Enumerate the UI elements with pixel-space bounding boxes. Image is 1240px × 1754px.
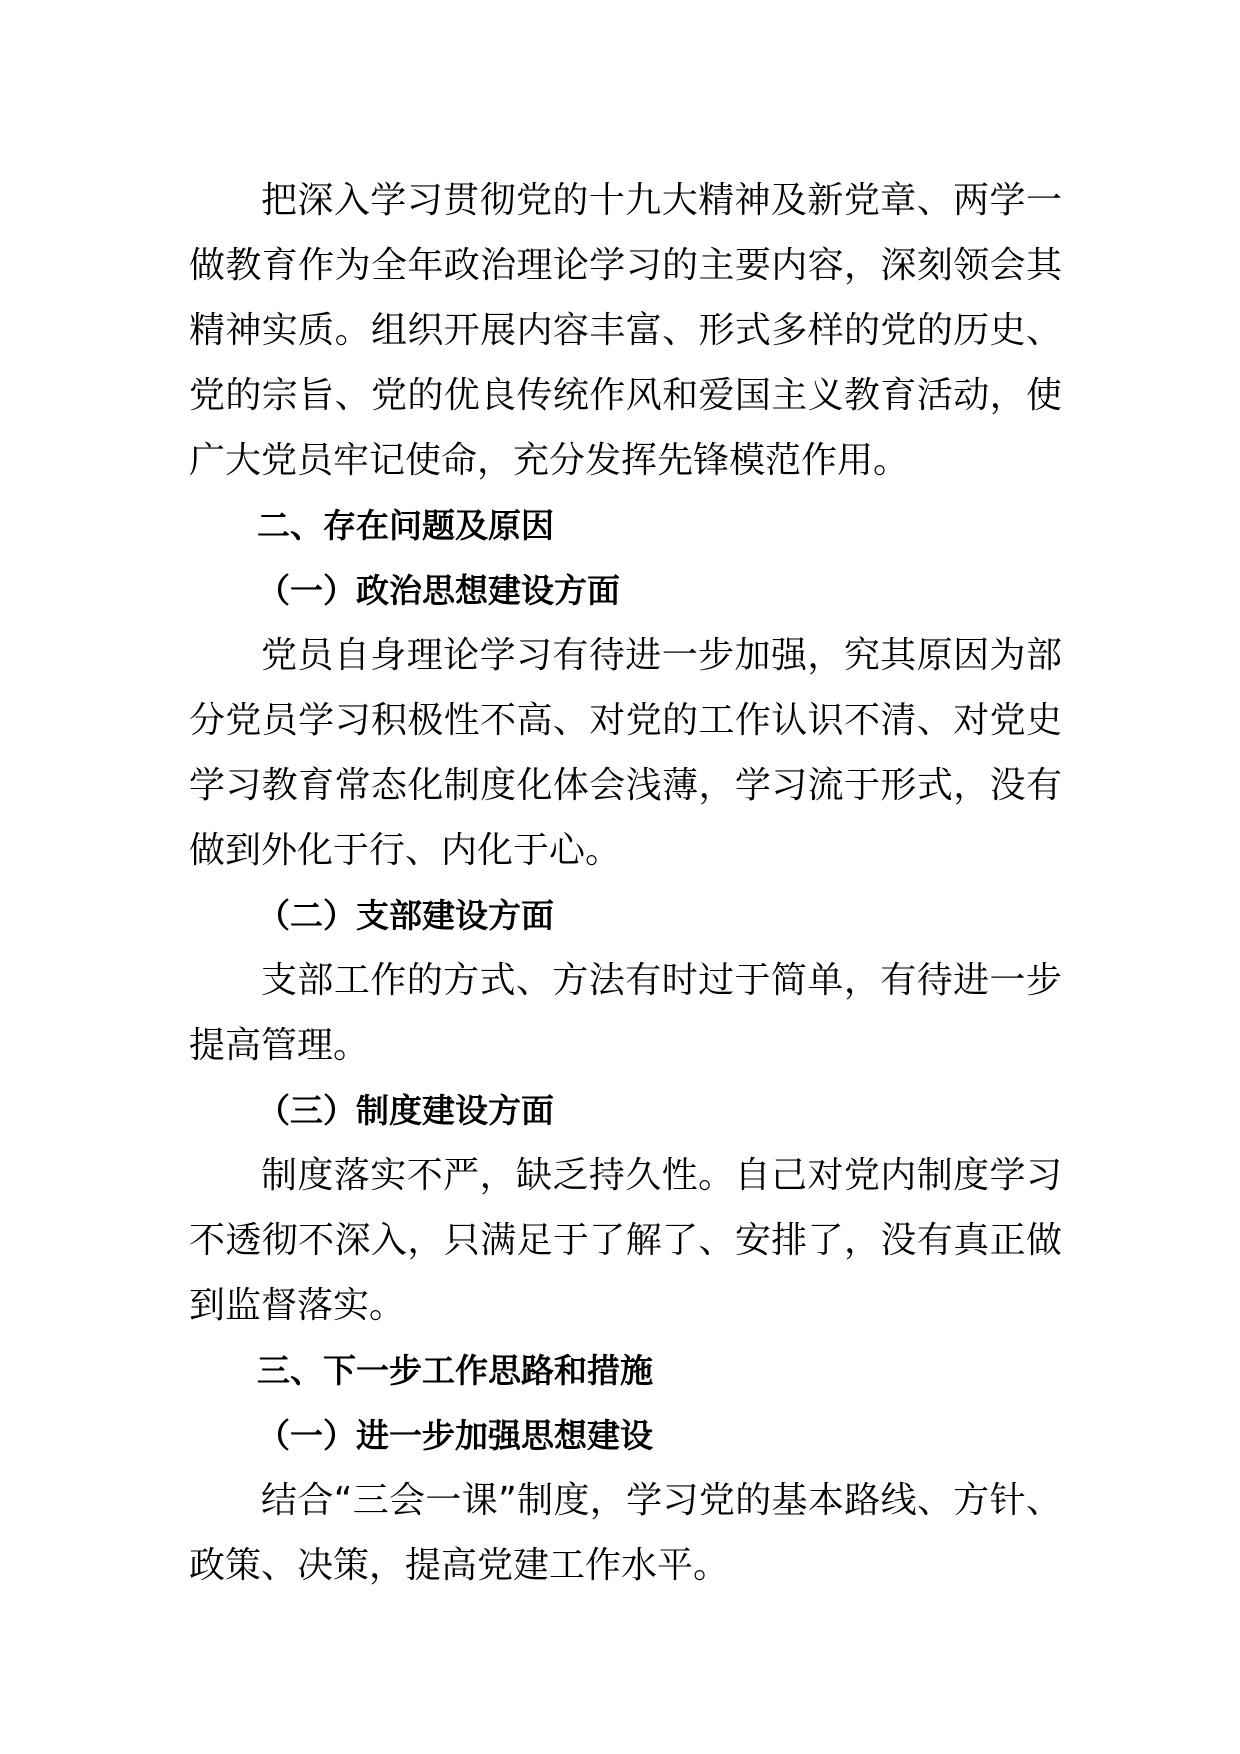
- document-body: [189, 168, 1062, 1598]
- paragraph-strengthen-thought: 结合“三会一课”制度，学习党的基本路线、方针、政策、决策，提高党建工作水平。: [189, 1480, 1062, 1586]
- subheading-branch-building: （二）支部建设方面: [257, 896, 554, 935]
- paragraph-system-building: 制度落实不严，缺乏持久性。自己对党内制度学习不透彻不深入，只满足于了解了、安排了，没有真正做到监督落实。: [189, 1155, 1062, 1326]
- paragraph-branch-building: 支部工作的方式、方法有时过于简单，有待进一步提高管理。: [189, 960, 1062, 1066]
- subheading-political-thought: （一）政治思想建设方面: [257, 571, 620, 610]
- paragraph-study-content: 把深入学习贯彻党的十九大精神及新党章、两学一做教育作为全年政治理论学习的主要内容，深刻领会其精神实质。组织开展内容丰富、形式多样的党的历史、党的宗旨、党的优良传统作风和爱国主义教育活动，使广大党员牢记使命，充分发挥先锋模范作用。: [189, 180, 1062, 481]
- subheading-system-building: （三）制度建设方面: [257, 1091, 554, 1130]
- paragraph-political-thought: 党员自身理论学习有待进一步加强，究其原因为部分党员学习积极性不高、对党的工作认识不清、对党史学习教育常态化制度化体会浅薄，学习流于形式，没有做到外化于行、内化于心。: [189, 635, 1062, 871]
- section-heading-problems: 二、存在问题及原因: [257, 506, 554, 545]
- section-heading-next-steps: 三、下一步工作思路和措施: [257, 1351, 653, 1390]
- subheading-strengthen-thought: （一）进一步加强思想建设: [257, 1416, 653, 1455]
